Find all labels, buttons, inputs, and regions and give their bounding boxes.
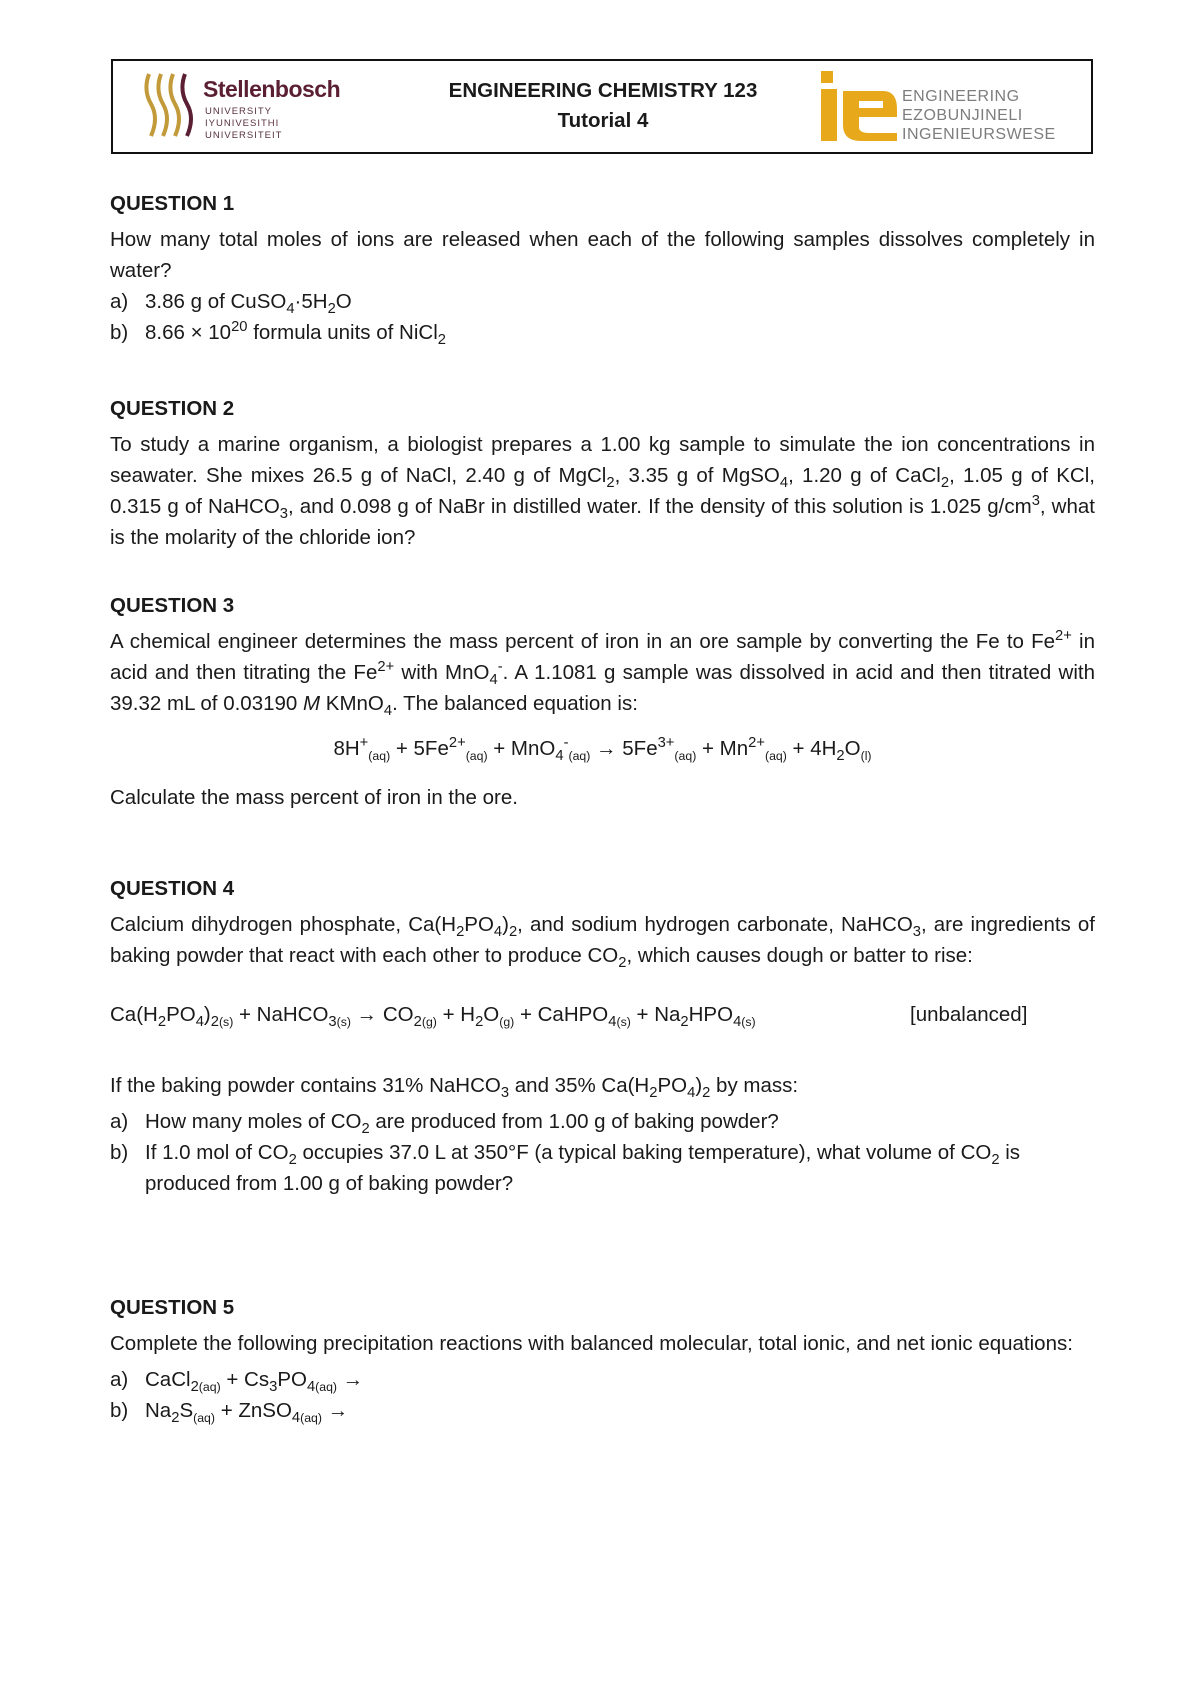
part-b-label: b) <box>110 321 129 344</box>
question-2 <box>110 393 1095 553</box>
question-5 <box>110 1292 1095 1426</box>
question-5-title: QUESTION 5 <box>110 1296 235 1319</box>
question-4-equation: $Ca(H_2PO_4)_{2(s)}$ + NaHCO$_{3(s)}$ → $CO_{2(g)} + H_2O_{(g)}$ + CaHPO$_{4(s)}$ + $Na_2HPO_{4(s)}$ [unbalanced] <box>110 999 1095 1030</box>
eng-line-2: EZOBUNJINELI <box>902 107 1023 124</box>
stellenbosch-logo <box>143 70 343 146</box>
header-title <box>413 76 793 136</box>
question-1-text: How many total moles of ions are released when each of the following samples dissolves completely in water? <box>110 228 1095 282</box>
question-4-part-a: a) How many moles of $CO_2$ are produced from 1.00 g of baking powder? <box>110 1106 1095 1137</box>
question-4-title: QUESTION 4 <box>110 877 235 900</box>
question-4 <box>110 873 1095 1199</box>
question-1 <box>110 188 1095 348</box>
su-line-3: UNIVERSITEIT <box>205 130 283 141</box>
question-1-part-b: b) $8.66 \times 10^{20}$ formula units of NiCl$_2$ <box>110 317 1095 348</box>
course-title: ENGINEERING CHEMISTRY 123 <box>448 79 758 102</box>
question-3-title: QUESTION 3 <box>110 594 235 617</box>
part-a-label: a) <box>110 1368 129 1391</box>
question-2-title: QUESTION 2 <box>110 397 235 420</box>
part-b-label: b) <box>110 1399 129 1422</box>
su-line-1: UNIVERSITY <box>205 106 273 117</box>
question-3-calc: Calculate the mass percent of iron in the ore. <box>110 786 518 809</box>
question-4-part-b: b) If 1.0 mol of $CO_2$ occupies 37.0 L at 350°F (a typical baking temperature), what volume of $CO_2$ is produced from 1.00 g of baking powder? <box>110 1137 1095 1199</box>
unbalanced-note: [unbalanced] <box>910 1003 1028 1026</box>
header-box <box>111 59 1093 154</box>
engineering-logo <box>819 69 1079 147</box>
question-4-condition: If the baking powder contains 31% NaHCO$_3$ and 35% $Ca(H_2PO_4)_2$ by mass: <box>110 1074 799 1102</box>
engineering-text <box>902 87 1056 144</box>
part-a-label: a) <box>110 290 129 313</box>
question-4-text: Calcium dihydrogen phosphate, $Ca(H_2PO_4)_2$, and sodium hydrogen carbonate, NaHCO$_3$, are ingredients of baking powder that react with each other to produce $CO_2$, which causes dough or batter to rise: <box>110 913 1095 972</box>
question-5-text: Complete the following precipitation reactions with balanced molecular, total ionic, and net ionic equations: <box>110 1332 1073 1355</box>
stellenbosch-emblem-icon <box>143 70 199 142</box>
tutorial-label: Tutorial 4 <box>557 109 649 132</box>
eng-line-1: ENGINEERING <box>902 88 1020 105</box>
part-a-label: a) <box>110 1110 129 1133</box>
question-5-part-a: a) CaCl$_{2(aq)}$ + $Cs_3PO_{4(aq)}$ → <box>110 1364 1095 1395</box>
su-line-2: IYUNIVESITHI <box>205 118 280 129</box>
question-3-equation: $8H^+_{(aq)} + 5Fe^{2+}_{(aq)} + MnO_4^-_{(aq)} \to 5Fe^{3+}_{(aq)} + Mn^{2+}_{(aq)} + 4H_2O_{(l)}$ <box>333 735 872 765</box>
stellenbosch-name: Stellenbosch <box>203 76 341 102</box>
question-1-part-a: a) 3.86 g of $CuSO_4\cdot 5H_2O$ <box>110 286 1095 317</box>
question-1-title: QUESTION 1 <box>110 192 235 215</box>
question-3 <box>110 590 1095 813</box>
part-b-label: b) <box>110 1141 129 1164</box>
question-5-part-b: b) $Na_2S_{(aq)}$ + ZnSO$_{4(aq)}$ → <box>110 1395 1095 1426</box>
engineering-ie-icon <box>819 69 901 147</box>
question-3-text: A chemical engineer determines the mass percent of iron in an ore sample by converting the Fe to $Fe^{2+}$ in acid and then titrating the $Fe^{2+}$ with MnO$_4$-. A 1.1081 g sample was dissolved in acid and then titrated with 39.32 mL of 0.03190 M KMnO$_4$. The balanced equation is: <box>110 628 1095 720</box>
question-2-text: To study a marine organism, a biologist prepares a 1.00 kg sample to simulate the ion concentrations in seawater. She mixes 26.5 g of NaCl, 2.40 g of MgCl$_2$, 3.35 g of MgSO$_4$, 1.20 g of CaCl$_2$, 1.05 g of KCl, 0.315 g of NaHCO$_3$, and 0.098 g of NaBr in distilled water. If the density of this solution is 1.025 $g/cm^3$, what is the molarity of the chloride ion? <box>110 433 1095 549</box>
eng-line-3: INGENIEURSWESE <box>902 126 1056 143</box>
stellenbosch-subtitle <box>205 106 282 142</box>
